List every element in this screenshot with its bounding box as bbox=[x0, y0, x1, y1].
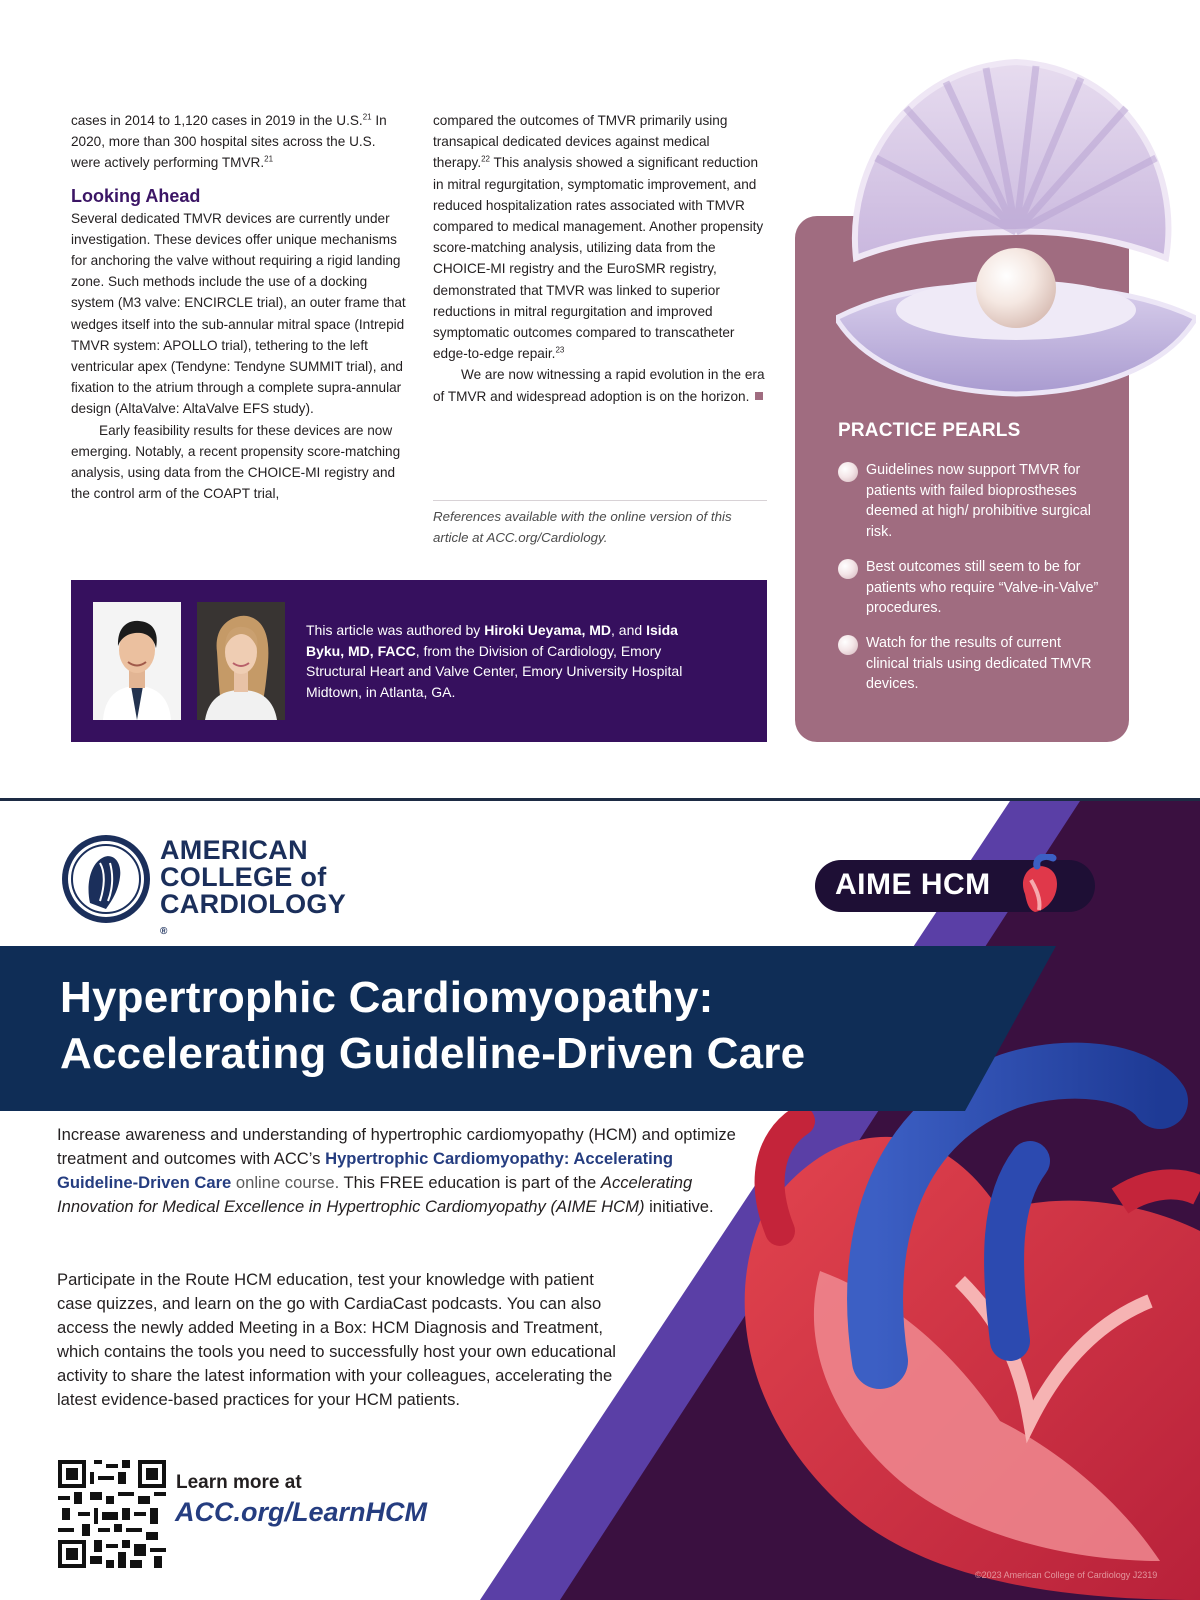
left-para-2: Several dedicated TMVR devices are currently under investigation. These devices offer unique mechanisms for anchoring the valve without requiring a rigid landing zone. Such methods include the use of a docking system (M3 valve: ENCIRCLE trial), an outer frame that wedges itself into the sub-annular mitral space (Intrepid TMVR system: APOLLO trial), tethering to the left ventricular apex (Tendyne: Tendyne SUMMIT trial), and fixation to the atrium through a complete supra-annular design (AltaValve: AltaValve EFS study). bbox=[71, 210, 406, 417]
mid-para-1: compared the outcomes of TMVR primarily using transapical dedicated devices against medical therapy.$^{22}$ This analysis showed a significant reduction in mitral regurgitation, symptomatic improvement, and reduced hospitalization rates associated with TMVR compared to medical management. Another propensity score-matching analysis, utilizing data from the CHOICE-MI registry and the EuroSMR registry, demonstrated that TMVR was linked to superior reductions in mitral regurgitation and improved symptomatic outcomes compared to transcatheter edge-to-edge repair.$^{23}$ bbox=[433, 113, 764, 362]
pearl-item: Guidelines now support TMVR for patients with failed bioprostheses deemed at high/ prohibitive surgical risk. bbox=[838, 460, 1100, 543]
ad-paragraph-2: Participate in the Route HCM education, test your knowledge with patient case quizzes, and learn on the go with CardiaCast podcasts. You can also access the newly added Meeting in a Box: HCM Diagnosis and Treatment, which contains the tools you need to successfully host your own educational activity to share the latest information with your colleagues, accelerating the latest evidence-based practices for your HCM patients. bbox=[57, 1270, 616, 1409]
pearl-item: Best outcomes still seem to be for patients who require “Valve-in-Valve” procedures. bbox=[838, 557, 1100, 619]
learn-more-link[interactable]: ACC.org/LearnHCM bbox=[175, 1497, 428, 1527]
qr-code[interactable] bbox=[58, 1460, 166, 1568]
acc-seal-icon bbox=[60, 833, 152, 925]
left-para-1: cases in 2014 to 1,120 cases in 2019 in the U.S.$^{21}$ In 2020, more than 300 hospital sites across the U.S. were actively performing TMVR.$^{21}$ bbox=[71, 112, 387, 171]
article-left-column bbox=[71, 110, 407, 504]
author-photo-hiroki bbox=[93, 602, 181, 720]
copyright-notice: ©2023 American College of Cardiology J2319 bbox=[975, 1570, 1158, 1580]
references-note: References available with the online version of this article at ACC.org/Cardiology. bbox=[433, 509, 732, 545]
practice-pearls-title: PRACTICE PEARLS bbox=[838, 420, 1021, 441]
left-para-3: Early feasibility results for these devices are now emerging. Notably, a recent propensity score-matching analysis, using data from the CHOICE-MI registry and the control arm of the COAPT trial, bbox=[71, 422, 401, 502]
author-photo-isida bbox=[197, 602, 285, 720]
aime-hcm-badge: AIME HCM bbox=[815, 860, 1095, 912]
pearl-item: Watch for the results of current clinical trials using dedicated TMVR devices. bbox=[838, 633, 1100, 695]
acc-wordmark: AMERICAN COLLEGE of CARDIOLOGY ® bbox=[160, 835, 347, 937]
ad-paragraph-1: Increase awareness and understanding of hypertrophic cardiomyopathy (HCM) and optimize treatment and outcomes with ACC’s Hypertrophic Cardiomyopathy: Accelerating Guideline-Driven Care online course. This FREE education is part of the Accelerating Innovation for Medical Excellence in Hypertrophic Cardiomyopathy (AIME HCM) initiative. bbox=[57, 1125, 736, 1216]
heart-icon bbox=[1005, 854, 1075, 916]
references-divider bbox=[433, 500, 767, 501]
pearl-shell-illustration bbox=[836, 48, 1196, 404]
learn-more-label: Learn more at bbox=[176, 1472, 302, 1493]
mid-para-2: We are now witnessing a rapid evolution in the era of TMVR and widespread adoption is on the horizon. bbox=[433, 367, 765, 404]
ad-title: Hypertrophic Cardiomyopathy: Accelerating Guideline-Driven Care bbox=[60, 973, 806, 1078]
author-credit: This article was authored by Hiroki Ueyama, MD, and Isida Byku, MD, FACC, from the Division of Cardiology, Emory Structural Heart and Valve Center, Emory University Hospital Midtown, in Atlanta, GA. bbox=[306, 622, 683, 700]
author-box bbox=[71, 580, 767, 742]
pearl-bullet-icon bbox=[838, 462, 858, 482]
practice-pearls-list bbox=[838, 460, 1100, 709]
acc-logo bbox=[60, 833, 360, 937]
course-link[interactable]: Hypertrophic Cardiomyopathy: Accelerating Guideline-Driven Care bbox=[57, 1149, 674, 1192]
end-mark-icon bbox=[755, 392, 763, 400]
pearl-bullet-icon bbox=[838, 635, 858, 655]
pearl-bullet-icon bbox=[838, 559, 858, 579]
section-heading-looking-ahead: Looking Ahead bbox=[71, 185, 201, 206]
article-middle-column bbox=[433, 110, 768, 407]
